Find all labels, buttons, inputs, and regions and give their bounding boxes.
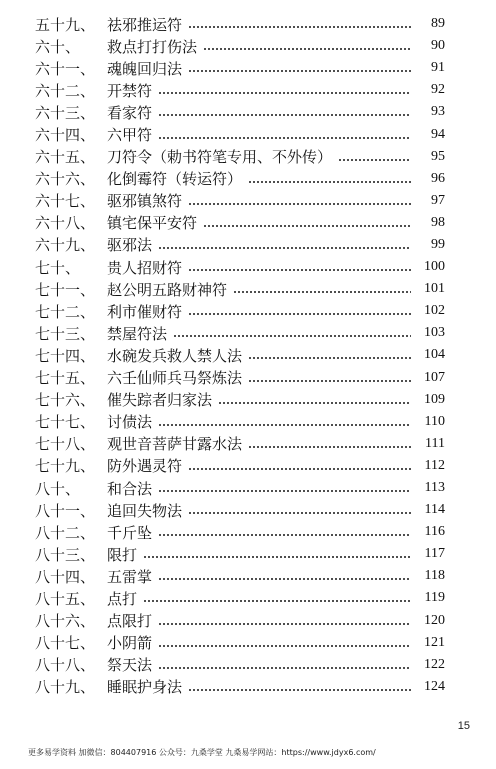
toc-entry-number: 六十五、	[35, 148, 96, 167]
toc-entry-number: 七十一、	[35, 280, 96, 299]
toc-entry	[35, 477, 445, 499]
toc-entry	[35, 499, 445, 521]
toc-entry-page: 94	[431, 126, 445, 142]
toc-entry-page: 97	[431, 192, 445, 208]
toc-entry-title: 睡眠护身法	[107, 678, 183, 697]
toc-entry-number: 七十八、	[35, 435, 96, 454]
dot-leader	[158, 667, 411, 669]
toc-entry-title: 化倒霉符（转运符）	[107, 170, 243, 189]
toc-entry	[35, 146, 445, 168]
toc-entry-number: 八十七、	[35, 634, 96, 653]
page-number: 15	[457, 720, 470, 732]
toc-entry-page: 112	[424, 457, 445, 473]
dot-leader	[158, 490, 411, 492]
toc-entry	[35, 565, 445, 587]
toc-entry-title: 刀符令（勅书符笔专用、不外传）	[107, 148, 333, 167]
toc-entry-page: 124	[424, 678, 445, 694]
toc-entry-number: 八十四、	[35, 567, 96, 586]
toc-entry-title: 驱邪镇煞符	[107, 192, 183, 211]
toc-entry	[35, 212, 445, 234]
dot-leader	[143, 556, 411, 558]
dot-leader	[188, 512, 411, 514]
dot-leader	[143, 600, 411, 602]
dot-leader	[188, 689, 411, 691]
dot-leader	[233, 291, 411, 293]
toc-entry-number: 七十三、	[35, 324, 96, 343]
toc-entry-title: 限打	[107, 545, 138, 564]
toc-entry	[35, 587, 445, 609]
toc-entry	[35, 632, 445, 654]
dot-leader	[203, 225, 411, 227]
dot-leader	[218, 402, 411, 404]
toc-entry	[35, 521, 445, 543]
toc-entry	[35, 278, 445, 300]
toc-entry-title: 催失踪者归家法	[107, 391, 213, 410]
toc-entry-number: 六十七、	[35, 192, 96, 211]
toc-entry-page: 118	[424, 568, 445, 584]
dot-leader	[158, 645, 411, 647]
toc-entry-page: 104	[424, 347, 445, 363]
toc-entry-number: 八十六、	[35, 612, 96, 631]
toc-entry-page: 95	[431, 148, 445, 164]
dot-leader	[188, 313, 411, 315]
toc-entry-page: 90	[431, 38, 445, 54]
dot-leader	[188, 70, 411, 72]
toc-entry-title: 防外遇灵符	[107, 457, 183, 476]
toc-entry-number: 六十、	[35, 37, 81, 56]
dot-leader	[158, 623, 411, 625]
toc-entry	[35, 123, 445, 145]
dot-leader	[158, 92, 411, 94]
toc-entry-number: 八十八、	[35, 656, 96, 675]
toc-entry-title: 水碗发兵救人禁人法	[107, 346, 243, 365]
dot-leader	[158, 534, 411, 536]
toc-entry	[35, 300, 445, 322]
toc-entry	[35, 411, 445, 433]
toc-entry-title: 小阴箭	[107, 634, 153, 653]
toc-entry-page: 93	[431, 104, 445, 120]
toc-entry	[35, 234, 445, 256]
toc-entry-title: 禁屋符法	[107, 324, 168, 343]
toc-entry-number: 六十三、	[35, 103, 96, 122]
toc-entry-title: 开禁符	[107, 81, 153, 100]
dot-leader	[158, 578, 411, 580]
toc-entry-title: 救点打打伤法	[107, 37, 198, 56]
dot-leader	[248, 380, 411, 382]
toc-entry-page: 122	[424, 656, 445, 672]
toc-entry-number: 七十五、	[35, 369, 96, 388]
toc-entry-page: 98	[431, 214, 445, 230]
toc-entry-number: 八十一、	[35, 501, 96, 520]
toc-entry	[35, 610, 445, 632]
toc-entry-number: 六十四、	[35, 126, 96, 145]
toc-entry-page: 111	[425, 435, 445, 451]
toc-entry-title: 观世音菩萨甘露水法	[107, 435, 243, 454]
toc-entry	[35, 57, 445, 79]
toc-entry-page: 119	[424, 590, 445, 606]
toc-entry-page: 92	[431, 82, 445, 98]
toc-entry-page: 89	[431, 16, 445, 32]
toc-entry-number: 六十八、	[35, 214, 96, 233]
toc-entry-number: 八十九、	[35, 678, 96, 697]
toc-entry-page: 121	[424, 634, 445, 650]
toc-entry-number: 六十六、	[35, 170, 96, 189]
dot-leader	[188, 203, 411, 205]
toc-entry-page: 96	[431, 170, 445, 186]
toc-entry-number: 七十九、	[35, 457, 96, 476]
dot-leader	[248, 357, 411, 359]
toc-entry	[35, 101, 445, 123]
toc-entry	[35, 13, 445, 35]
toc-entry	[35, 322, 445, 344]
table-of-contents	[35, 13, 445, 698]
toc-entry-page: 102	[424, 303, 445, 319]
toc-entry-title: 六甲符	[107, 126, 153, 145]
toc-entry-number: 七十六、	[35, 391, 96, 410]
toc-entry	[35, 79, 445, 101]
toc-entry-number: 七十二、	[35, 302, 96, 321]
toc-entry-number: 五十九、	[35, 15, 96, 34]
dot-leader	[203, 48, 411, 50]
toc-entry	[35, 676, 445, 698]
dot-leader	[173, 335, 411, 337]
toc-entry-title: 贵人招财符	[107, 258, 183, 277]
toc-entry-page: 100	[424, 259, 445, 275]
toc-entry-title: 魂魄回归法	[107, 59, 183, 78]
toc-entry	[35, 35, 445, 57]
toc-entry-page: 109	[424, 391, 445, 407]
toc-entry-page: 113	[424, 480, 445, 496]
toc-entry-title: 点打	[107, 589, 138, 608]
toc-entry-number: 七十七、	[35, 413, 96, 432]
toc-entry	[35, 256, 445, 278]
footer-note: 更多易学资料 加微信：804407916 公众号：九桑学堂 九桑易学网站：https://www.jdyx6.com/	[28, 748, 376, 757]
toc-entry-page: 120	[424, 612, 445, 628]
toc-entry-title: 利市催财符	[107, 302, 183, 321]
toc-entry	[35, 455, 445, 477]
dot-leader	[188, 269, 411, 271]
dot-leader	[158, 114, 411, 116]
dot-leader	[338, 159, 411, 161]
dot-leader	[188, 468, 411, 470]
toc-entry	[35, 433, 445, 455]
toc-entry-title: 点限打	[107, 612, 153, 631]
toc-entry-title: 镇宅保平安符	[107, 214, 198, 233]
toc-entry-page: 99	[431, 236, 445, 252]
toc-entry-title: 和合法	[107, 479, 153, 498]
dot-leader	[188, 26, 411, 28]
dot-leader	[248, 446, 411, 448]
dot-leader	[158, 247, 411, 249]
toc-entry-number: 八十二、	[35, 523, 96, 542]
toc-entry-number: 七十、	[35, 258, 81, 277]
toc-entry-title: 祭天法	[107, 656, 153, 675]
toc-entry-number: 六十一、	[35, 59, 96, 78]
toc-entry-title: 看家符	[107, 103, 153, 122]
toc-entry-page: 107	[424, 369, 445, 385]
toc-entry-page: 114	[424, 502, 445, 518]
toc-entry-page: 116	[424, 524, 445, 540]
toc-entry-number: 八十、	[35, 479, 81, 498]
toc-entry-number: 六十九、	[35, 236, 96, 255]
toc-entry-number: 六十二、	[35, 81, 96, 100]
toc-entry-number: 七十四、	[35, 346, 96, 365]
toc-entry-page: 103	[424, 325, 445, 341]
toc-entry	[35, 168, 445, 190]
toc-entry	[35, 389, 445, 411]
toc-entry-title: 五雷掌	[107, 567, 153, 586]
toc-entry-number: 八十三、	[35, 545, 96, 564]
toc-entry	[35, 654, 445, 676]
toc-entry-title: 赵公明五路财神符	[107, 280, 228, 299]
toc-entry	[35, 367, 445, 389]
toc-entry-title: 六壬仙师兵马祭炼法	[107, 369, 243, 388]
toc-entry	[35, 543, 445, 565]
toc-entry-page: 91	[431, 60, 445, 76]
toc-entry-page: 101	[424, 281, 445, 297]
toc-entry-page: 117	[424, 546, 445, 562]
toc-entry-title: 千斤坠	[107, 523, 153, 542]
toc-entry-page: 110	[424, 413, 445, 429]
toc-entry-number: 八十五、	[35, 589, 96, 608]
toc-entry-title: 讨债法	[107, 413, 153, 432]
toc-entry	[35, 344, 445, 366]
dot-leader	[158, 137, 411, 139]
toc-entry	[35, 190, 445, 212]
dot-leader	[158, 424, 411, 426]
toc-entry-title: 祛邪推运符	[107, 15, 183, 34]
toc-entry-title: 追回失物法	[107, 501, 183, 520]
toc-entry-title: 驱邪法	[107, 236, 153, 255]
dot-leader	[248, 181, 411, 183]
